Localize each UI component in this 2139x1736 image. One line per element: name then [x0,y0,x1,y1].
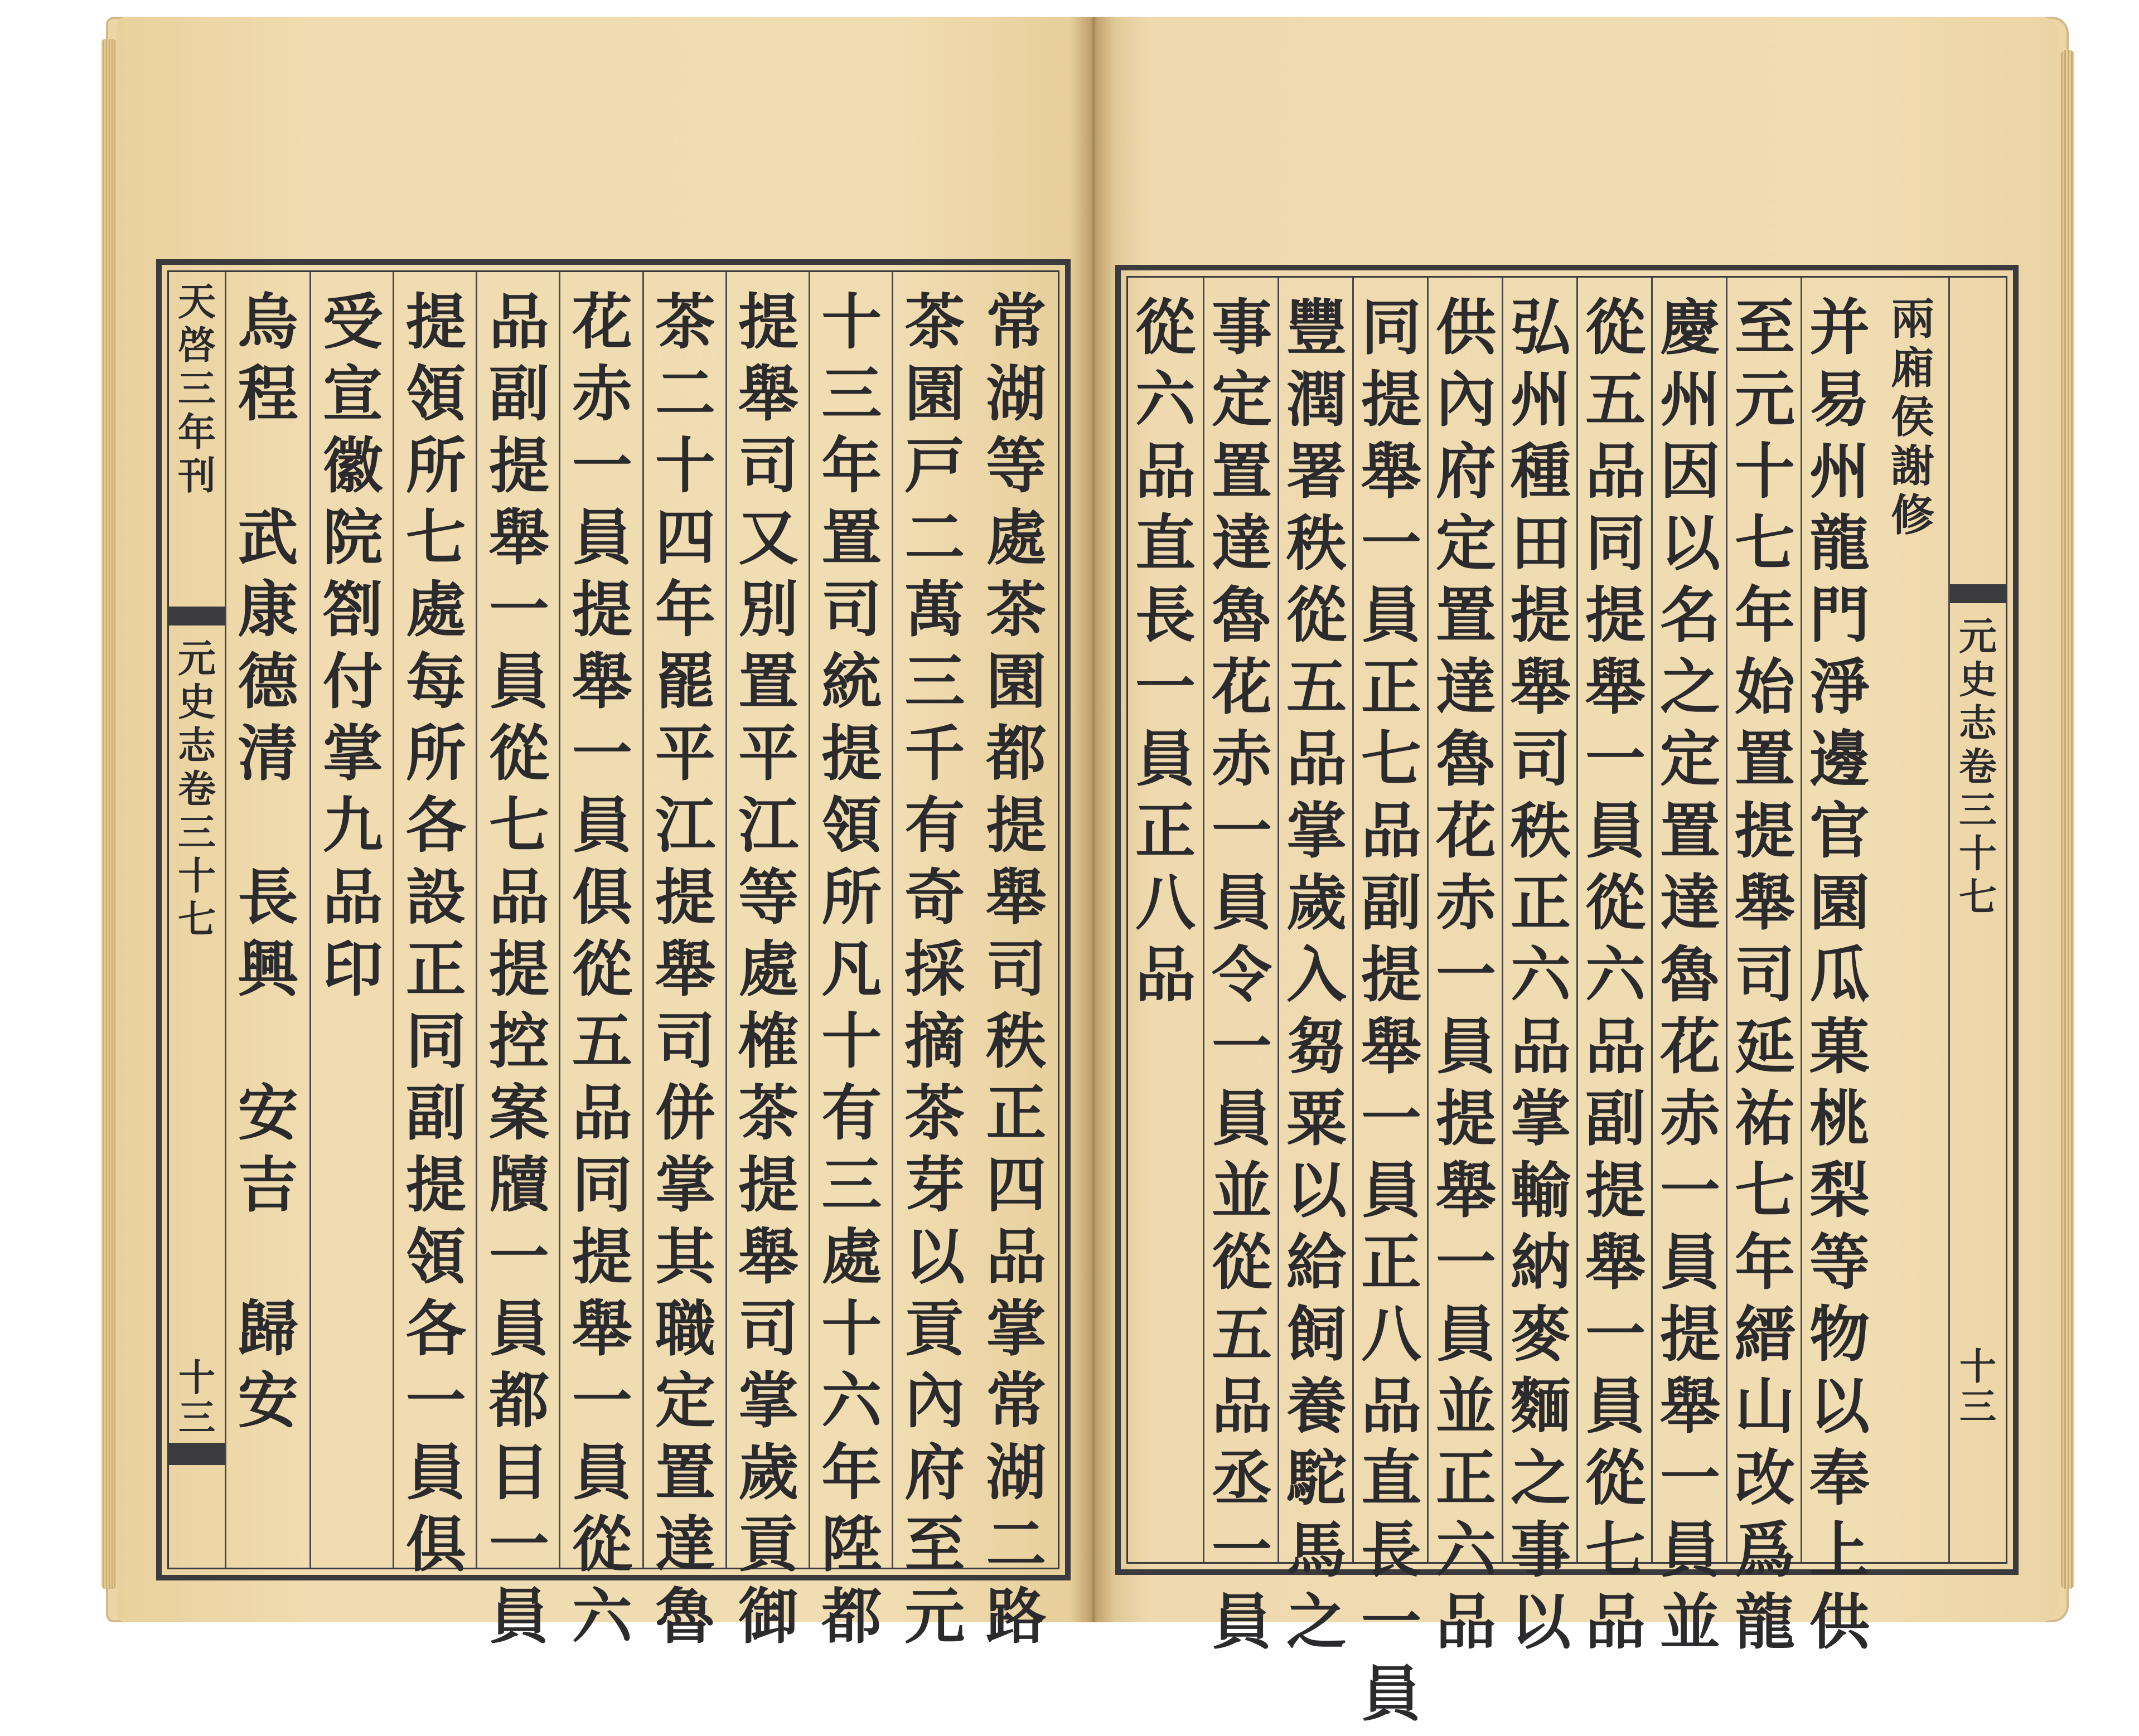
left-page [117,17,1093,1652]
text-column [1801,278,1877,1657]
text-column [1203,278,1279,1657]
column-text: 受 宣 徽 院 劄 付 掌 九 品 印 [322,287,383,1005]
right-text-columns [1128,278,1950,1729]
column-text: 從 六 品 直 長 一 員 正 八 品 [1135,293,1196,1010]
column-text: 烏 程 武 康 德 清 長 興 安 吉 歸 安 [238,287,298,1436]
column-text: 并 易 州 龍 門 淨 邊 官 園 瓜 菓 桃 梨 等 物 以 奉 上 供 [1809,293,1870,1657]
text-column [1651,278,1727,1657]
folio-number-right: 十 三 [1959,1345,1996,1428]
column-text: 豐 潤 署 秩 從 五 品 掌 歲 入 芻 粟 以 給 飼 養 駝 馬 之 [1286,293,1347,1657]
edition-mark: 天 啓 三 年 刊 [177,280,216,498]
text-column [809,272,893,1652]
text-column [1502,278,1578,1657]
column-text: 同 提 舉 一 員 正 七 品 副 提 舉 一 員 正 八 品 直 長 一 員 [1361,293,1421,1729]
column-text: 提 領 所 七 處 每 所 各 設 正 同 副 提 領 各 一 員 俱 [405,287,466,1580]
text-column [1875,278,1950,1562]
right-printed-block [1115,265,2019,1729]
open-book [106,17,2069,1729]
column-text: 至 元 十 七 年 始 置 提 舉 司 延 祐 七 年 縉 山 改 爲 龍 [1734,293,1795,1657]
fishtail-mark [1950,584,2006,603]
column-text: 花 赤 一 員 提 舉 一 員 俱 從 五 品 同 提 舉 一 員 從 六 [572,287,632,1652]
text-column [725,272,810,1652]
fishtail-mark-lower [169,1443,225,1465]
running-title: 兩 廂 侯 謝 修 [1890,294,1934,541]
folio-number: 十 三 [178,1356,215,1439]
text-column [1128,278,1203,1562]
left-text-columns [226,272,1058,1652]
column-text: 供 內 府 定 置 達 魯 花 赤 一 員 提 舉 一 員 並 正 六 品 [1435,293,1496,1657]
fishtail-mark [169,607,225,625]
left-block-inner [167,270,1059,1652]
book-title-right: 元 史 志 卷 三 十 七 [1958,614,1997,920]
column-text: 弘 州 種 田 提 舉 司 秩 正 六 品 掌 輸 納 麥 麵 之 事 以 [1510,293,1571,1657]
column-text: 常 湖 等 處 茶 園 都 提 舉 司 秩 正 四 品 掌 常 湖 二 路 [986,287,1047,1652]
text-column [476,272,560,1652]
book-page-edges-left [101,39,116,1589]
text-column [892,272,976,1652]
column-text: 茶 二 十 四 年 罷 平 江 提 舉 司 併 掌 其 職 定 置 達 魯 [655,287,716,1652]
text-column [1352,278,1429,1729]
book-title: 元 史 志 卷 三 十 七 [177,637,216,942]
column-text: 慶 州 因 以 名 之 定 置 達 魯 花 赤 一 員 提 舉 一 員 並 [1659,293,1720,1657]
text-column [393,272,477,1580]
right-page [1093,17,2058,1729]
column-text: 十 三 年 置 司 統 提 領 所 凡 十 有 三 處 十 六 年 陞 都 [821,287,882,1652]
text-column [1427,278,1503,1657]
text-column [559,272,643,1652]
column-text: 從 五 品 同 提 舉 一 員 從 六 品 副 提 舉 一 員 從 七 品 [1585,293,1646,1657]
column-text: 品 副 提 舉 一 員 從 七 品 提 控 案 牘 一 員 都 目 一 員 [488,287,549,1652]
book-page-edges-right [2061,50,2074,1589]
book-gutter [1071,17,1115,1622]
left-printed-block [156,259,1071,1652]
text-column [1576,278,1653,1657]
text-column [1726,278,1802,1657]
column-text: 事 定 置 達 魯 花 赤 一 員 令 一 員 並 從 五 品 丞 一 員 [1211,293,1272,1657]
text-column [642,272,727,1652]
text-column [309,272,394,1568]
right-block-inner [1126,276,2007,1729]
text-column [226,272,309,1568]
left-center-strip [169,272,226,1568]
column-text: 茶 園 戸 二 萬 三 千 有 奇 採 摘 茶 芽 以 貢 內 府 至 元 [904,287,965,1652]
text-column [975,272,1058,1652]
right-center-strip [1948,278,2006,1562]
column-text: 提 舉 司 又 別 置 平 江 等 處 榷 茶 提 舉 司 掌 歲 貢 御 [738,287,799,1652]
text-column [1277,278,1354,1657]
